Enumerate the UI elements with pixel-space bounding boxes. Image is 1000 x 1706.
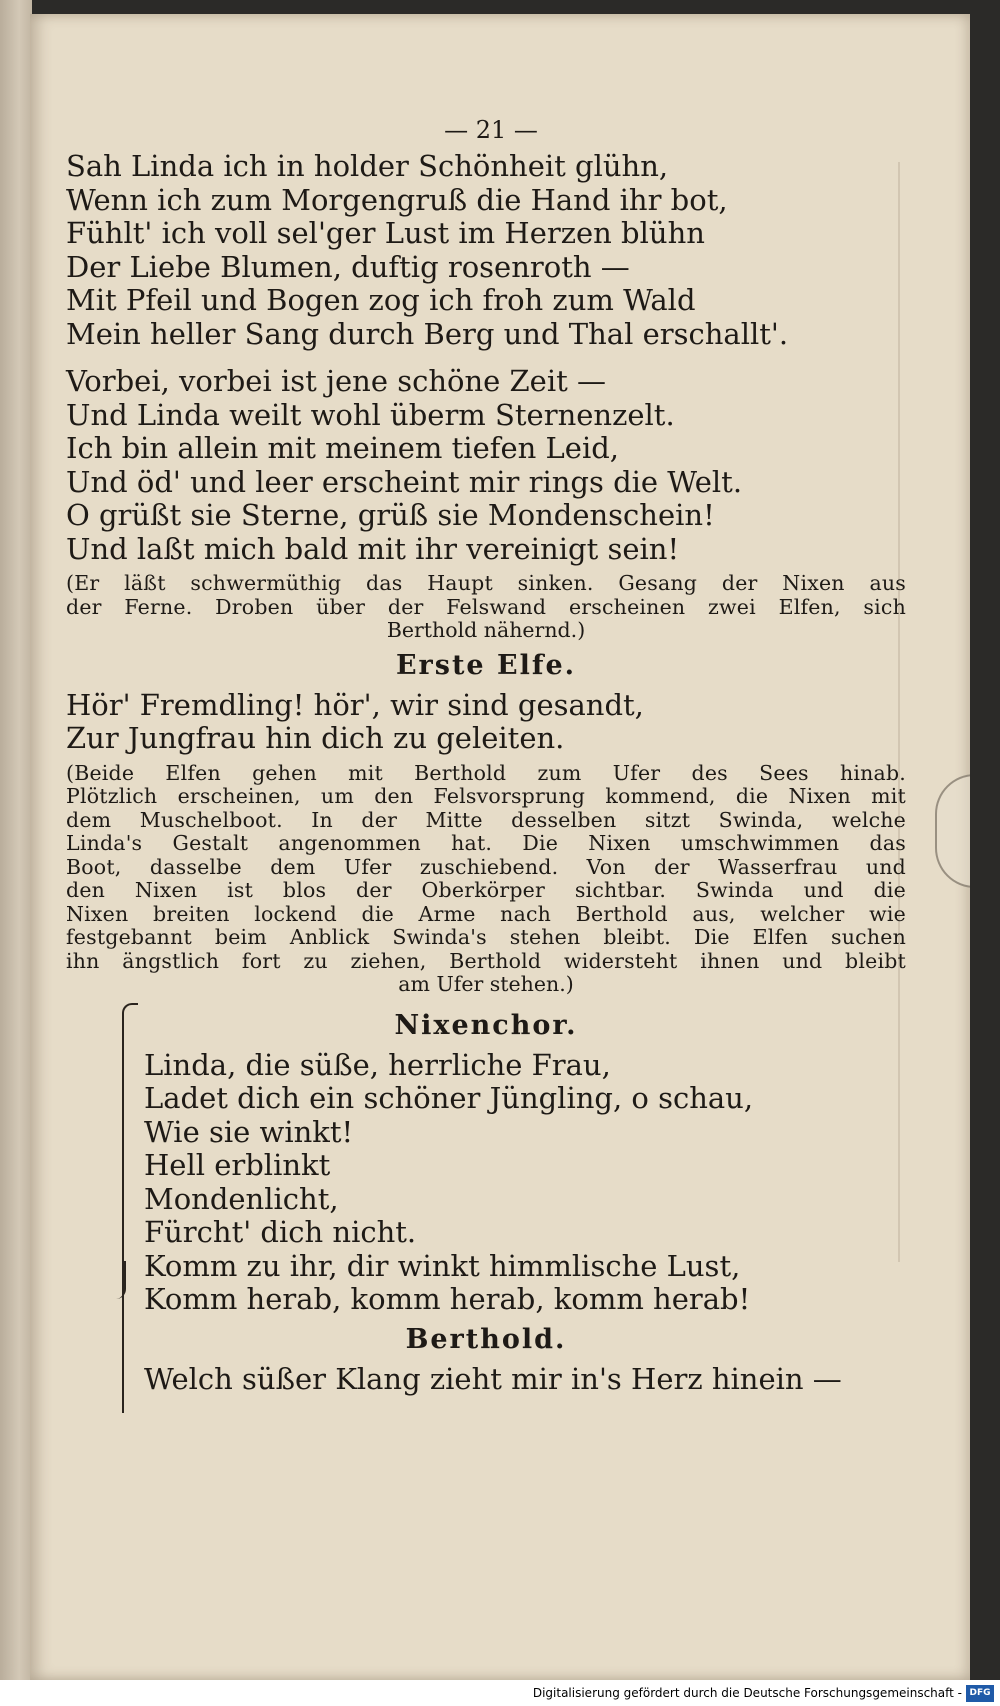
direction-line: Linda's Gestalt angenommen hat. Die Nixen umschwimmen das: [66, 831, 906, 855]
direction-line: dem Muschelboot. In der Mitte desselben sitzt Swinda, welche: [66, 807, 906, 832]
direction-last-line: Berthold nähernd.): [386, 618, 586, 642]
stanza-1: [66, 150, 906, 351]
book-page: [30, 14, 970, 1680]
page-tab-marker: [935, 774, 970, 888]
speaker-erste-elfe: Erste Elfe.: [395, 649, 577, 681]
speaker-nixenchor: Nixenchor.: [394, 1009, 578, 1041]
verse-line: O grüßt sie Sterne, grüß sie Mondenschein!: [66, 498, 715, 532]
verse-line: Wenn ich zum Morgengruß die Hand ihr bot,: [66, 182, 728, 217]
verse-line: Vorbei, vorbei ist jene schöne Zeit —: [66, 364, 606, 398]
verse-line: Der Liebe Blumen, duftig rosenroth —: [66, 249, 630, 284]
verse-line: Fürcht' dich nicht.: [144, 1215, 417, 1249]
verse-line: Mein heller Sang durch Berg und Thal erschallt'.: [66, 316, 789, 351]
verse-line: Hell erblinkt: [144, 1148, 331, 1182]
stage-direction-1: [66, 572, 906, 619]
verse-line: Linda, die süße, herrliche Frau,: [144, 1047, 611, 1082]
verse-line: Komm herab, komm herab, komm herab!: [144, 1282, 751, 1316]
verse-line: Hör' Fremdling! hör', wir sind gesandt,: [66, 687, 644, 722]
verse-line: Welch süßer Klang zieht mir in's Herz hinein —: [144, 1361, 842, 1396]
bracket-point: [112, 1261, 126, 1299]
stanza-2: [66, 365, 906, 566]
verse-line: Wie sie winkt!: [144, 1114, 354, 1149]
bracket-line: [122, 1013, 124, 1413]
footer-credit: Digitalisierung gefördert durch die Deutsche Forschungsgemeinschaft -: [532, 1686, 962, 1700]
verse-line: Komm zu ihr, dir winkt himmlische Lust,: [144, 1248, 741, 1283]
verse-line: Ich bin allein mit meinem tiefen Leid,: [66, 431, 619, 465]
direction-line: Plötzlich erscheinen, um den Felsvorsprung kommend, die Nixen mit: [66, 784, 906, 808]
facing-page-edge: [0, 0, 32, 1680]
nixenchor-block: [66, 1003, 906, 1397]
verse-line: Zur Jungfrau hin dich zu geleiten.: [66, 721, 565, 755]
page-text: [66, 110, 906, 1396]
stage-direction-2: [66, 762, 906, 974]
verse-line: Und Linda weilt wohl überm Sternenzelt.: [66, 397, 675, 432]
verse-line: Und laßt mich bald mit ihr vereinigt sein!: [66, 531, 680, 566]
elfe-speech: [66, 689, 906, 756]
digitization-footer: [0, 1680, 1000, 1706]
verse-line: Ladet dich ein schöner Jüngling, o schau,: [144, 1081, 754, 1115]
direction-line: ihn ängstlich fort zu ziehen, Berthold widersteht ihnen und bleibt: [66, 948, 906, 973]
speaker-berthold: Berthold.: [405, 1323, 567, 1355]
direction-last-line: am Ufer stehen.): [398, 972, 574, 996]
direction-line: festgebannt beim Anblick Swinda's stehen bleibt. Die Elfen suchen: [66, 925, 906, 949]
direction-line: den Nixen ist blos der Oberkörper sichtbar. Swinda und die: [66, 878, 906, 902]
direction-line: (Er läßt schwermüthig das Haupt sinken. Gesang der Nixen aus: [66, 571, 906, 595]
direction-line: der Ferne. Droben über der Felswand erscheinen zwei Elfen, sich: [66, 594, 906, 619]
direction-line: Nixen breiten lockend die Arme nach Berthold aus, welcher wie: [66, 901, 906, 926]
berthold-speech: [66, 1363, 906, 1397]
verse-line: Fühlt' ich voll sel'ger Lust im Herzen blühn: [66, 216, 705, 250]
direction-line: Boot, dasselbe dem Ufer zuschiebend. Von der Wasserfrau und: [66, 854, 906, 879]
verse-line: Sah Linda ich in holder Schönheit glühn,: [66, 149, 669, 183]
chorus-speech: [66, 1049, 906, 1317]
page-number: — 21 —: [444, 116, 538, 144]
direction-line: (Beide Elfen gehen mit Berthold zum Ufer des Sees hinab.: [66, 760, 906, 785]
verse-line: Mondenlicht,: [144, 1181, 339, 1216]
verse-line: Und öd' und leer erscheint mir rings die Welt.: [66, 464, 743, 499]
bracket-top: [122, 1003, 138, 1017]
verse-line: Mit Pfeil und Bogen zog ich froh zum Wald: [66, 283, 696, 317]
dfg-logo: DFG: [966, 1685, 994, 1702]
